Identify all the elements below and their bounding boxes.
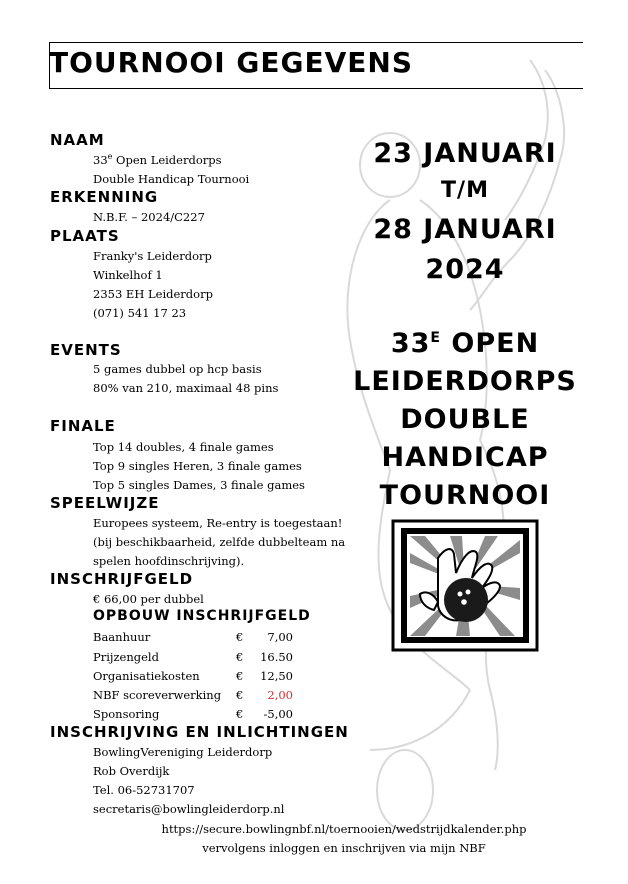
naam-line-2: Double Handicap Tournooi [93, 172, 250, 186]
bowling-hand-ball-logo-icon [390, 518, 540, 653]
plaats-line: Winkelhof 1 [93, 268, 163, 282]
event-title-line-4: HANDICAP [381, 442, 549, 473]
events-heading: EVENTS [50, 341, 122, 359]
events-line: 5 games dubbel op hcp basis [93, 362, 262, 376]
opbouw-row-amount: 16.50 [260, 650, 293, 664]
opbouw-row-currency: € [236, 688, 244, 702]
opbouw-row-label: Organisatiekosten [93, 669, 200, 683]
finale-heading: FINALE [50, 417, 116, 435]
opbouw-row-currency: € [236, 669, 244, 683]
opbouw-row-label: Baanhuur [93, 630, 151, 644]
opbouw-row-label: NBF scoreverwerking [93, 688, 222, 702]
opbouw-row-currency: € [236, 630, 244, 644]
event-title-line-2: LEIDERDORPS [353, 366, 577, 397]
event-title-line-1: $33^E$ OPEN [390, 328, 540, 359]
title-frame-top [49, 42, 583, 43]
speelwijze-line: Europees systeem, Re-entry is toegestaan! [93, 516, 343, 530]
date-year: 2024 [425, 254, 505, 285]
opbouw-row-currency: € [236, 707, 244, 721]
naam-heading: NAAM [50, 131, 105, 149]
events-line: 80% van 210, maximaal 48 pins [93, 381, 279, 395]
finale-line: Top 5 singles Dames, 3 finale games [93, 478, 305, 492]
event-title-line-3: DOUBLE [400, 404, 530, 435]
speelwijze-heading: SPEELWIJZE [50, 494, 160, 512]
opbouw-row-amount: 7,00 [267, 630, 293, 644]
speelwijze-line: spelen hoofdinschrijving). [93, 554, 245, 568]
date-separator: T/M [441, 178, 489, 203]
contact-heading: INSCHRIJVING EN INLICHTINGEN [50, 723, 349, 741]
opbouw-row-currency: € [236, 650, 244, 664]
finale-line: Top 9 singles Heren, 3 finale games [93, 459, 302, 473]
opbouw-row-amount: 12,50 [260, 669, 293, 683]
inschrijfgeld-value: € 66,00 per dubbel [93, 592, 204, 606]
event-title-line-5: TOURNOOI [379, 480, 551, 511]
plaats-line: Franky's Leiderdorp [93, 249, 212, 263]
plaats-heading: PLAATS [50, 227, 120, 245]
opbouw-row-amount-highlight: 2,00 [267, 688, 293, 702]
erkenning-value: N.B.F. – 2024/C227 [93, 210, 205, 224]
footer-url[interactable]: https://secure.bowlingnbf.nl/toernooien/wedstrijdkalender.php [161, 822, 527, 836]
erkenning-heading: ERKENNING [50, 188, 159, 206]
naam-line-1: 33e Open Leiderdorps [93, 152, 222, 167]
contact-phone: Tel. 06-52731707 [93, 783, 195, 797]
plaats-line: (071) 541 17 23 [93, 306, 187, 320]
date-end: 28 JANUARI [373, 214, 557, 245]
opbouw-row-label: Prijzengeld [93, 650, 159, 664]
contact-email[interactable]: secretaris@bowlingleiderdorp.nl [93, 802, 285, 816]
opbouw-row-amount: -5,00 [263, 707, 293, 721]
date-start: 23 JANUARI [373, 138, 557, 169]
footer-note: vervolgens inloggen en inschrijven via mijn NBF [202, 841, 486, 855]
finale-line: Top 14 doubles, 4 finale games [93, 440, 274, 454]
page-title: TOURNOOI GEGEVENS [49, 46, 414, 79]
contact-line: BowlingVereniging Leiderdorp [93, 745, 273, 759]
contact-line: Rob Overdijk [93, 764, 170, 778]
inschrijfgeld-heading: INSCHRIJFGELD [50, 570, 194, 588]
speelwijze-line: (bij beschikbaarheid, zelfde dubbelteam na [93, 535, 346, 549]
title-frame-bottom [49, 88, 583, 89]
opbouw-row-label: Sponsoring [93, 707, 160, 721]
plaats-line: 2353 EH Leiderdorp [93, 287, 213, 301]
opbouw-heading: OPBOUW INSCHRIJFGELD [93, 608, 311, 624]
